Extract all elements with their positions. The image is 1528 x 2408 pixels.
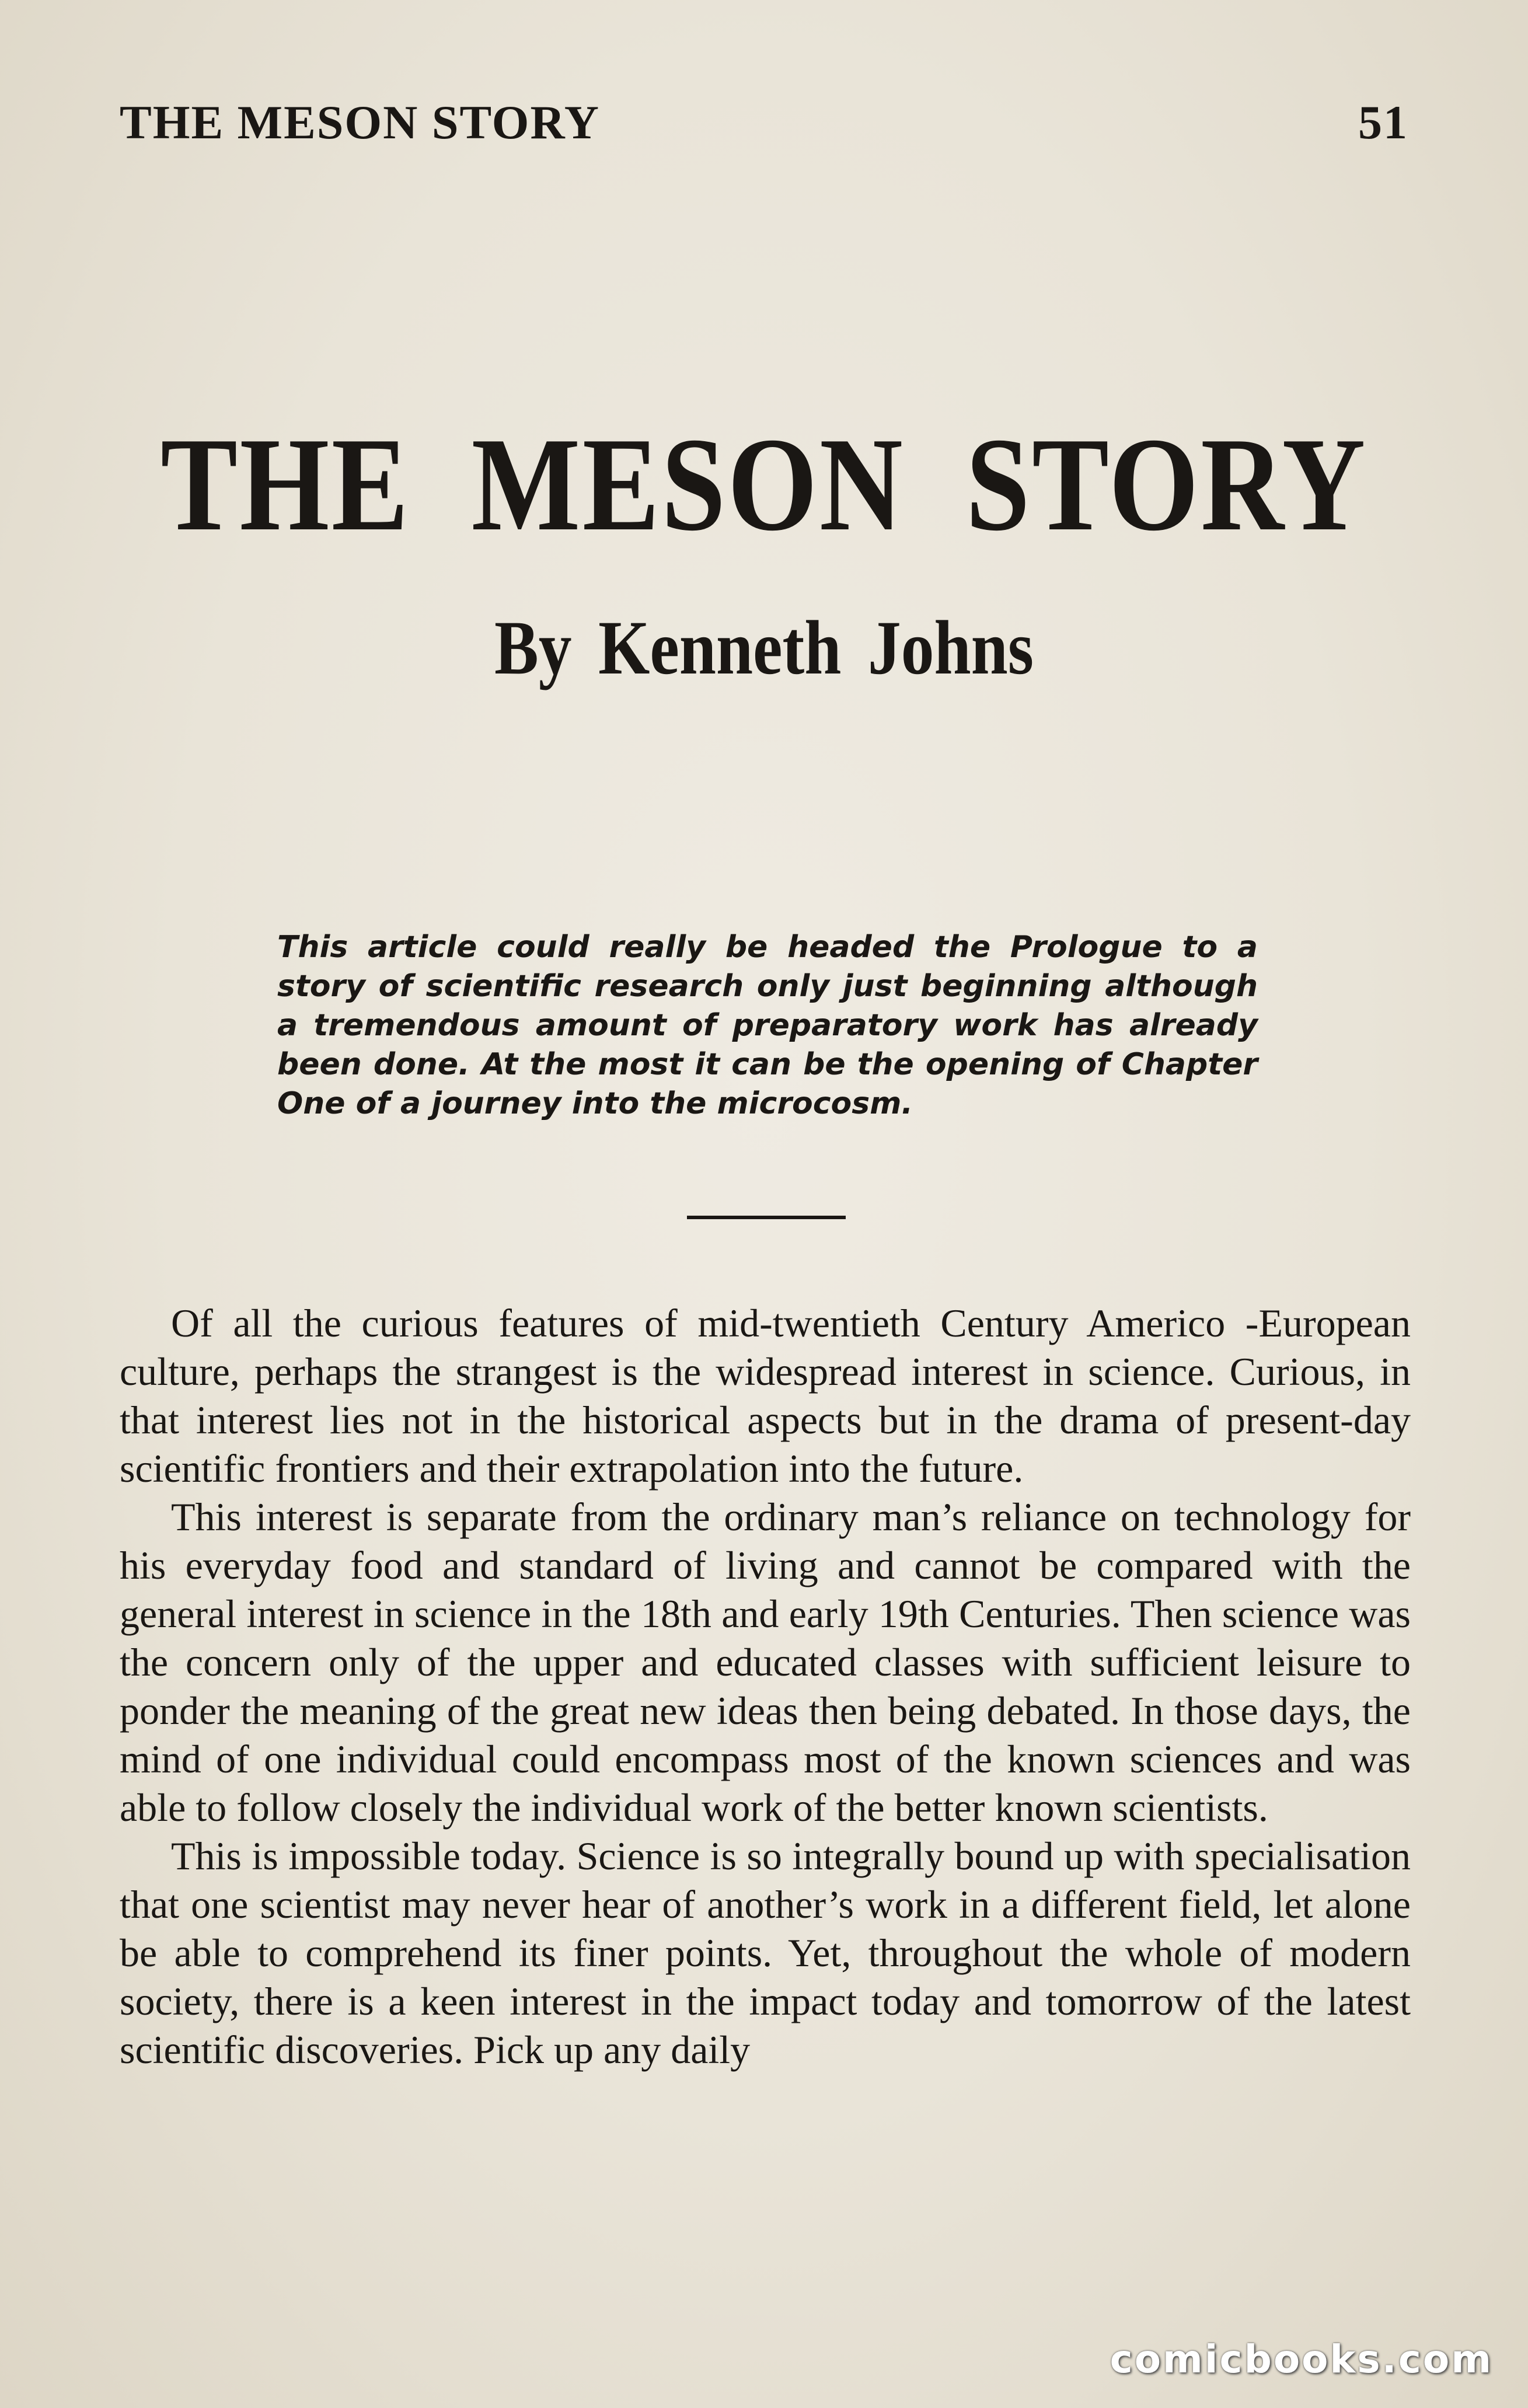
section-divider xyxy=(687,1216,846,1219)
body-paragraph: This interest is separate from the ordinary man’s reliance on technology for his everyday food and standard of living and cannot be compared with the general interest in science in the 18th and early 19th Centuries. Then science was the concern only of the upper and educated classes with sufficient leisure to ponder the meaning of the great new ideas then being debated. In those days, the mind of one individual could encompass most of the known sciences and was able to follow closely the individual work of the better known scientists. xyxy=(120,1495,1411,1830)
article-title: THE MESON STORY xyxy=(161,410,1367,559)
running-head xyxy=(120,88,1408,158)
page-number: 51 xyxy=(1358,96,1408,149)
article-body xyxy=(120,1299,1411,2074)
body-paragraph: This is impossible today. Science is so integrally bound up with specialisation that one scientist may never hear of another’s work in a different field, let alone be able to comprehend its finer points. Yet, throughout the whole of modern society, there is a keen interest in the impact today and tomorrow of the latest scientific discoveries. Pick up any daily xyxy=(120,1834,1411,2072)
article-abstract: This article could really be headed the Prologue to a story of scientific research only just beginning although a tremendous amount of preparatory work has already been done. At the most it can be the opening of Chapter One of a journey into the microcosm. xyxy=(277,930,1258,1121)
watermark: comicbooks.com xyxy=(1110,2337,1493,2382)
body-paragraph: Of all the curious features of mid-twentieth Century Americo -European culture, perhaps the strangest is the widespread interest in science. Curious, in that interest lies not in the historical aspects but in the drama of present-day scientific frontiers and their extrapolation into the future. xyxy=(120,1301,1411,1491)
article-byline: By Kenneth Johns xyxy=(494,605,1034,690)
running-head-title: THE MESON STORY xyxy=(120,96,601,149)
